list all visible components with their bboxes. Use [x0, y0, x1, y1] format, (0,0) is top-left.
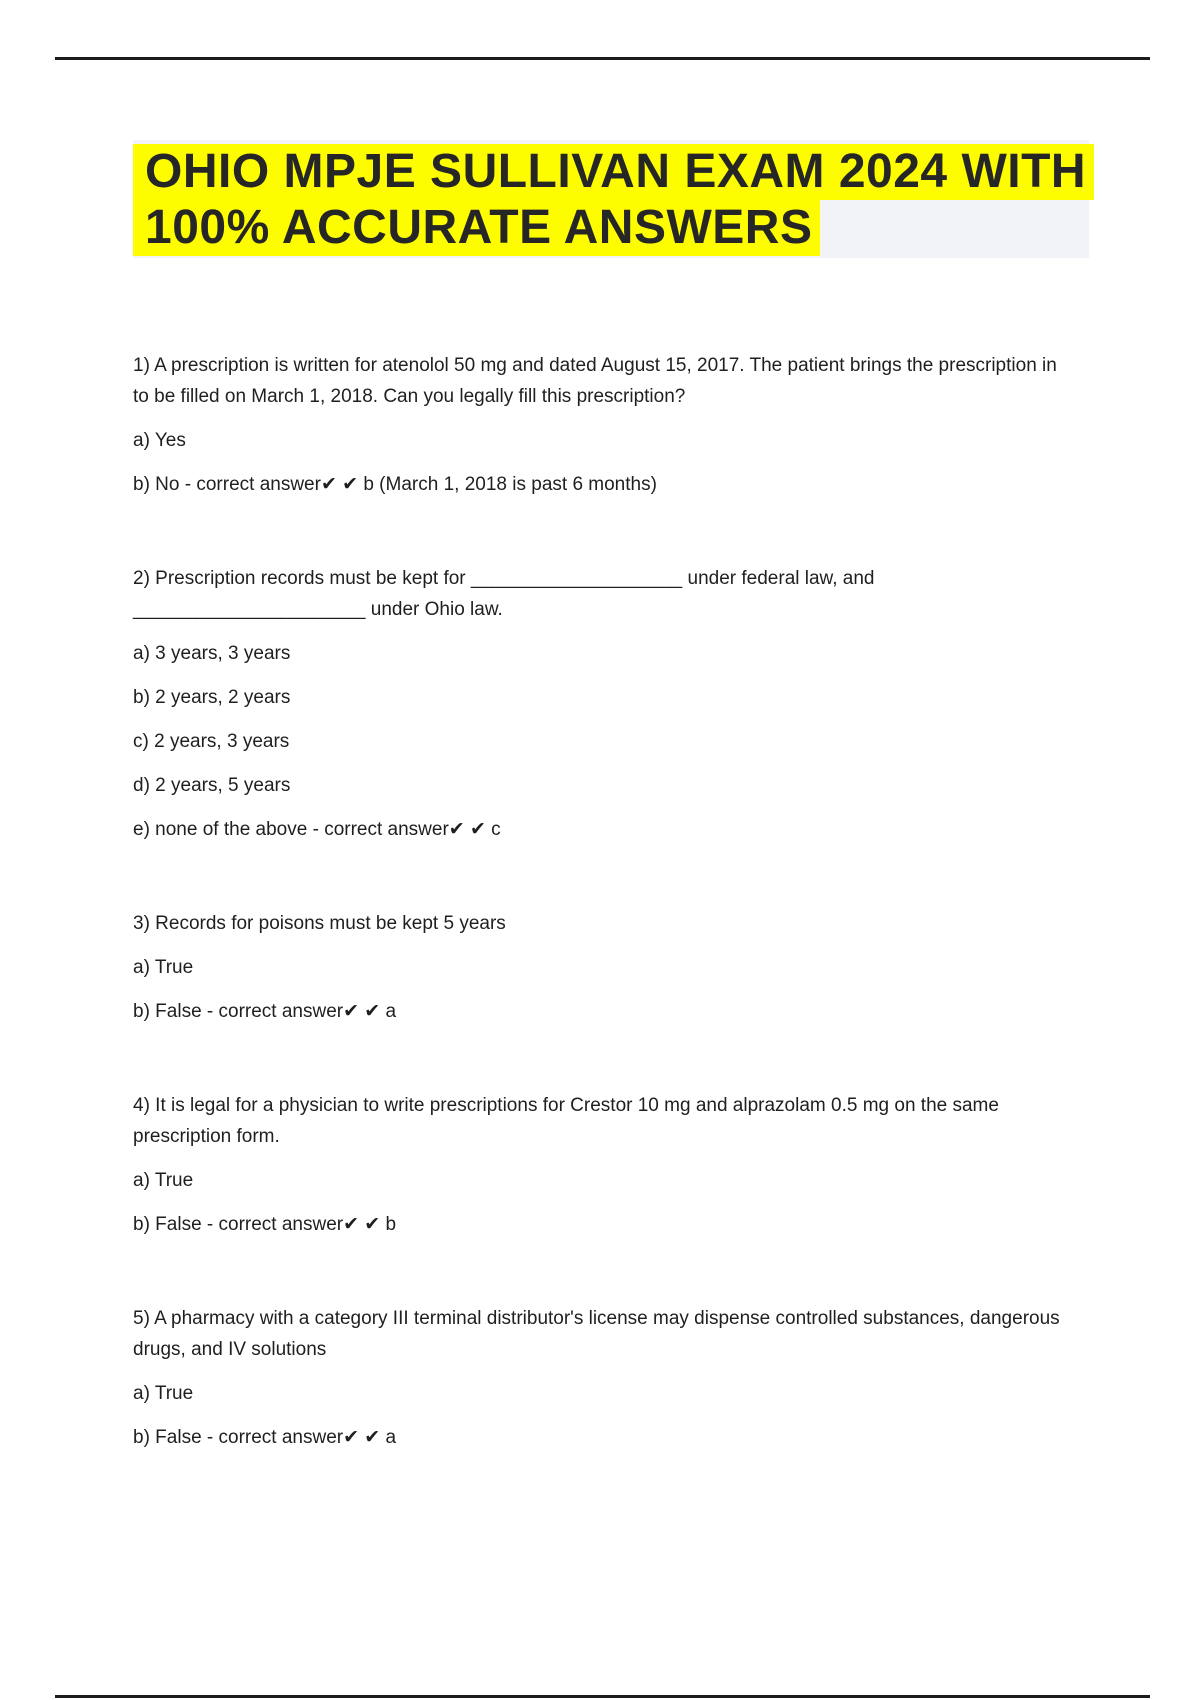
- title-highlight-block: [133, 140, 1089, 258]
- question-text: 3) Records for poisons must be kept 5 years: [133, 913, 506, 934]
- question-block: [133, 350, 1067, 500]
- question-block: [133, 908, 1067, 1027]
- answer-option: b) False - correct answer✔ ✔ a: [133, 1001, 397, 1022]
- answer-option: e) none of the above - correct answer✔ ✔ c: [133, 819, 501, 840]
- page-title: [133, 144, 1089, 256]
- answer-option: a) True: [133, 1383, 194, 1404]
- answer-option: b) False - correct answer✔ ✔ b: [133, 1214, 397, 1235]
- question-block: [133, 1303, 1067, 1453]
- question-block: [133, 563, 1067, 845]
- answer-option: a) True: [133, 1170, 194, 1191]
- answer-option: b) No - correct answer✔ ✔ b (March 1, 2018 is past 6 months): [133, 474, 657, 495]
- answer-option: c) 2 years, 3 years: [133, 731, 290, 752]
- page-title-line-2: 100% ACCURATE ANSWERS: [133, 200, 820, 256]
- top-rule: [55, 57, 1150, 60]
- answer-option: a) Yes: [133, 430, 186, 451]
- question-text: 5) A pharmacy with a category III terminal distributor's license may dispense controlled substances, dangerous drugs, and IV solutions: [133, 1308, 1060, 1360]
- answer-option: d) 2 years, 5 years: [133, 775, 291, 796]
- page-title-line-1: OHIO MPJE SULLIVAN EXAM 2024 WITH: [133, 144, 1094, 200]
- bottom-rule: [55, 1695, 1150, 1698]
- question-text: 2) Prescription records must be kept for ____________________ under federal law, and ______________________ under Ohio law.: [133, 568, 875, 620]
- answer-option: b) False - correct answer✔ ✔ a: [133, 1427, 397, 1448]
- questions-container: [133, 350, 1067, 1453]
- question-block: [133, 1090, 1067, 1240]
- answer-option: a) True: [133, 957, 194, 978]
- question-text: 1) A prescription is written for atenolol 50 mg and dated August 15, 2017. The patient brings the prescription in to be filled on March 1, 2018. Can you legally fill this prescription?: [133, 355, 1057, 407]
- answer-option: b) 2 years, 2 years: [133, 687, 291, 708]
- question-text: 4) It is legal for a physician to write prescriptions for Crestor 10 mg and alprazolam 0.5 mg on the same prescription form.: [133, 1095, 999, 1147]
- answer-option: a) 3 years, 3 years: [133, 643, 291, 664]
